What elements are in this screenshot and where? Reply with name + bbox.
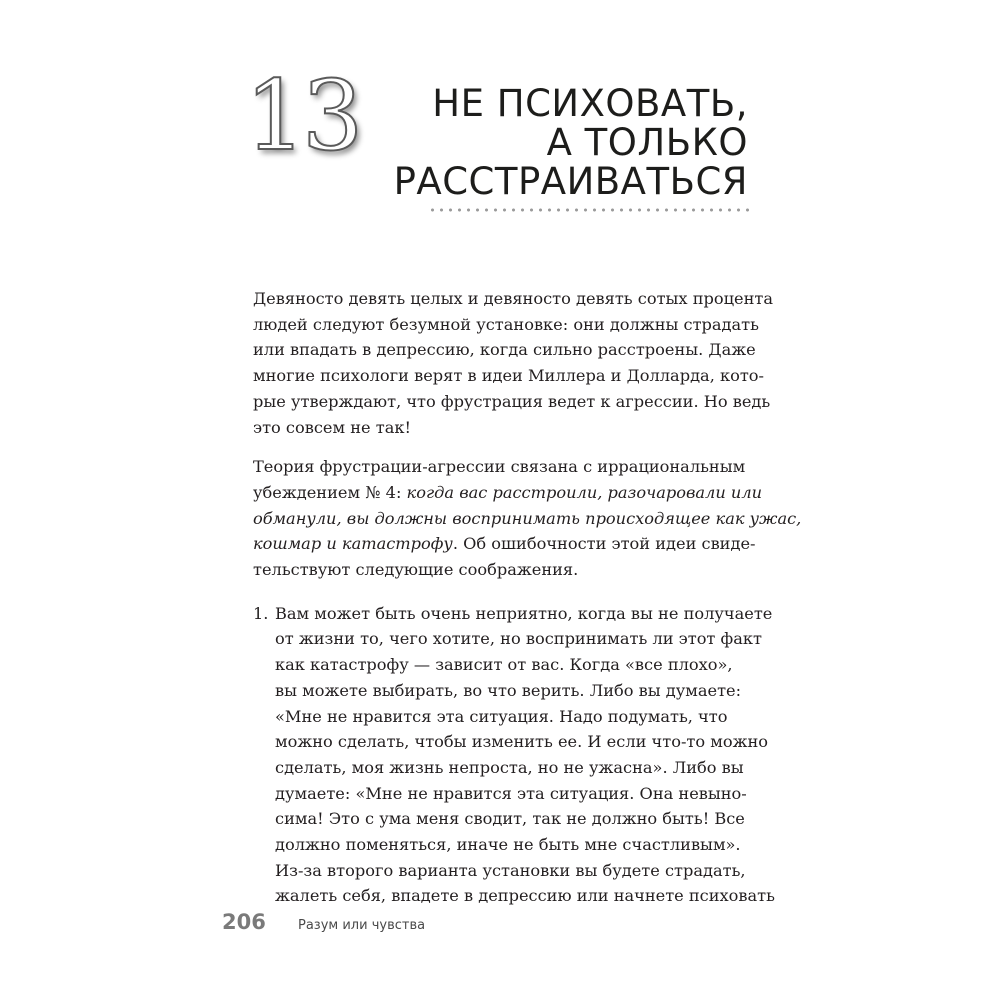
- chapter-title: [328, 84, 748, 201]
- text-line: рые утверждают, что фрустрация ведет к агрессии. Но ведь: [253, 391, 771, 411]
- text-line: «Мне не нравится эта ситуация. Надо подумать, что: [275, 706, 728, 726]
- text-line: [253, 480, 763, 506]
- chapter-title-line: НЕ ПСИХОВАТЬ,: [432, 82, 748, 125]
- chapter-title-line: А ТОЛЬКО: [546, 121, 748, 164]
- text-line: от жизни то, чего хотите, но воспринимать ли этот факт: [275, 629, 762, 649]
- chapter-number: 13: [245, 60, 360, 172]
- text-line: сима! Это с ума меня сводит, так не должно быть! Все: [275, 809, 745, 829]
- text-line: Девяносто девять целых и девяносто девять сотых процента: [253, 289, 773, 308]
- text-line: как катастрофу — зависит от вас. Когда «все плохо»,: [275, 655, 733, 675]
- dotted-divider: [428, 207, 750, 213]
- text-line: должно поменяться, иначе не быть мне счастливым».: [275, 835, 741, 855]
- emphasis-text: кошмар и катастрофу: [253, 534, 453, 554]
- body-text: [253, 286, 802, 909]
- text-line: или впадать в депрессию, когда сильно расстроены. Даже: [253, 340, 756, 360]
- chapter-title-line: РАССТРАИВАТЬСЯ: [393, 160, 748, 203]
- text-line: [253, 531, 756, 557]
- text-line: многие психологи верят в идеи Миллера и Долларда, кото-: [253, 366, 765, 386]
- text-line: можно сделать, чтобы изменить ее. И если что-то можно: [275, 732, 769, 752]
- text-line: Теория фрустрации-агрессии связана с иррациональным: [253, 457, 746, 477]
- paragraph: [253, 454, 802, 583]
- text-line: думаете: «Мне не нравится эта ситуация. Она невыно-: [275, 783, 747, 803]
- running-footer-title: Разум или чувства: [298, 918, 426, 933]
- list-number: 1.: [253, 603, 269, 623]
- emphasis-text: когда вас расстроили, разочаровали или: [406, 482, 763, 502]
- text-line: тельствуют следующие соображения.: [253, 560, 579, 580]
- text-span: . Об ошибочности этой идеи свиде-: [452, 534, 756, 554]
- text-line: жалеть себя, впадете в депрессию или начнете психовать: [275, 886, 775, 906]
- text-line: Из-за второго варианта установки вы будете страдать,: [275, 860, 746, 880]
- text-line: вы можете выбирать, во что верить. Либо вы думаете:: [275, 680, 742, 700]
- text-line: людей следуют безумной установке: они должны страдать: [253, 314, 759, 334]
- numbered-list-item: [253, 601, 775, 909]
- text-span: убеждением № 4:: [253, 482, 407, 502]
- text-line: Вам может быть очень неприятно, когда вы не получаете: [275, 603, 773, 623]
- page-number: 206: [222, 910, 266, 934]
- paragraph: [253, 286, 773, 440]
- text-line: это совсем не так!: [253, 417, 411, 437]
- emphasis-text: обманули, вы должны воспринимать происходящее как ужас,: [253, 508, 802, 528]
- text-line: сделать, моя жизнь непроста, но не ужасна». Либо вы: [275, 757, 744, 777]
